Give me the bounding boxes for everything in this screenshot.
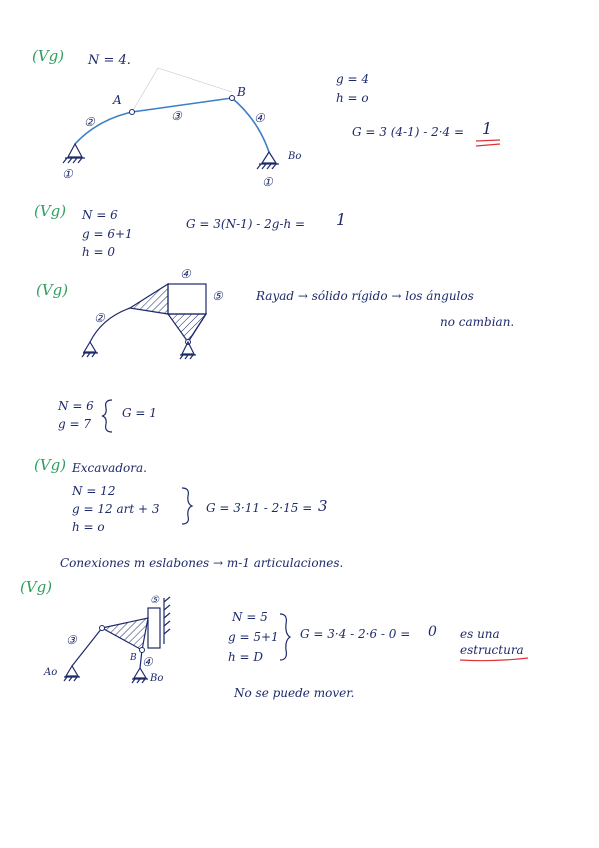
joint-upper-left	[100, 626, 105, 631]
section-5-side-1: es una	[460, 627, 500, 641]
section-1-result: 1	[482, 119, 493, 138]
link-4-rocker	[232, 98, 269, 152]
section-5-g: g = 5+1	[228, 630, 279, 644]
brace-4	[178, 486, 194, 526]
section-4-h: h = o	[72, 520, 105, 534]
label-link-2: ②	[94, 311, 105, 325]
label-b: B	[130, 653, 137, 663]
section-3-tag: (Vg)	[36, 281, 69, 299]
section-3-n: N = 6	[58, 399, 94, 413]
section-1-h: h = o	[336, 91, 369, 105]
section-3-result: G = 1	[122, 406, 157, 420]
section-4-result: 3	[318, 497, 328, 515]
triangle-plate-lower	[168, 314, 206, 342]
joint-b	[230, 96, 235, 101]
triangle-plate	[102, 618, 148, 650]
label-link-4: ④	[254, 111, 265, 125]
section-4-g: g = 12 art + 3	[72, 502, 160, 516]
rigid-note-line-1: Rayad → sólido rígido → los ángulos	[256, 289, 474, 303]
section-4-formula: G = 3·11 - 2·15 =	[206, 501, 313, 515]
section-5-side-2: estructura	[460, 643, 524, 657]
label-ao: Ao	[44, 667, 58, 678]
section-2-tag: (Vg)	[34, 202, 67, 220]
section-2-n: N = 6	[82, 208, 118, 222]
label-bo: Bo	[288, 151, 302, 162]
section-2-formula: G = 3(N-1) - 2g-h =	[186, 217, 306, 231]
linkage-rigid-figure	[80, 267, 230, 380]
red-underline-5	[458, 656, 530, 664]
link-5-slider	[148, 608, 160, 648]
rigid-note-line-2: no cambian.	[440, 315, 515, 329]
section-4-n: N = 12	[72, 484, 116, 498]
section-3-g: g = 7	[58, 417, 91, 431]
triangle-plate-left	[130, 284, 168, 314]
joint-b	[140, 648, 145, 653]
section-1-n: N = 4.	[88, 53, 131, 68]
ground-support-left	[63, 144, 85, 163]
section-2-result: 1	[336, 210, 347, 229]
label-link-3: ③	[171, 109, 182, 123]
label-ground-left: ①	[62, 167, 73, 181]
joint-a	[130, 110, 135, 115]
label-ground-right: ①	[262, 175, 273, 189]
ground-support-left	[82, 342, 98, 357]
section-1-tag: (Vg)	[32, 47, 65, 65]
label-link-4: ④	[180, 267, 191, 281]
section-4-title: Excavadora.	[72, 461, 147, 475]
ghost-link-b	[158, 68, 232, 92]
brace-3	[100, 398, 116, 434]
section-1-g: g = 4	[336, 72, 369, 86]
section-1-formula: G = 3 (4-1) - 2·4 =	[352, 125, 465, 139]
label-a: A	[113, 93, 122, 107]
section-5-formula: G = 3·4 - 2·6 - 0 =	[300, 627, 411, 641]
label-link-5: ⑤	[212, 289, 223, 303]
link-4-frame	[168, 284, 206, 314]
section-2-g: g = 6+1	[82, 227, 133, 241]
section-2-h: h = 0	[82, 245, 116, 259]
section-4-tag: (Vg)	[34, 456, 67, 474]
connections-note: Conexiones m eslabones → m-1 articulaciones.	[60, 556, 344, 570]
label-link-5: ⑤	[150, 595, 159, 606]
section-5-h: h = D	[228, 650, 264, 664]
label-bo: Bo	[150, 673, 164, 684]
brace-5	[276, 612, 292, 662]
ground-support-bo	[132, 668, 148, 683]
red-underline-1	[474, 138, 504, 150]
link-3-coupler	[132, 98, 232, 112]
section-5-result: 0	[428, 624, 437, 640]
label-link-2: ②	[84, 115, 95, 129]
section-5-n: N = 5	[232, 610, 268, 624]
label-link-4: ④	[142, 655, 153, 669]
ground-support-ao	[64, 666, 80, 681]
ground-support-right	[257, 152, 279, 169]
ground-wall	[164, 597, 170, 644]
label-link-3: ③	[66, 633, 77, 647]
label-b: B	[237, 85, 246, 99]
section-5-motion: No se puede mover.	[234, 686, 355, 700]
ghost-link-a	[132, 68, 158, 112]
section-5-tag: (Vg)	[20, 578, 53, 596]
